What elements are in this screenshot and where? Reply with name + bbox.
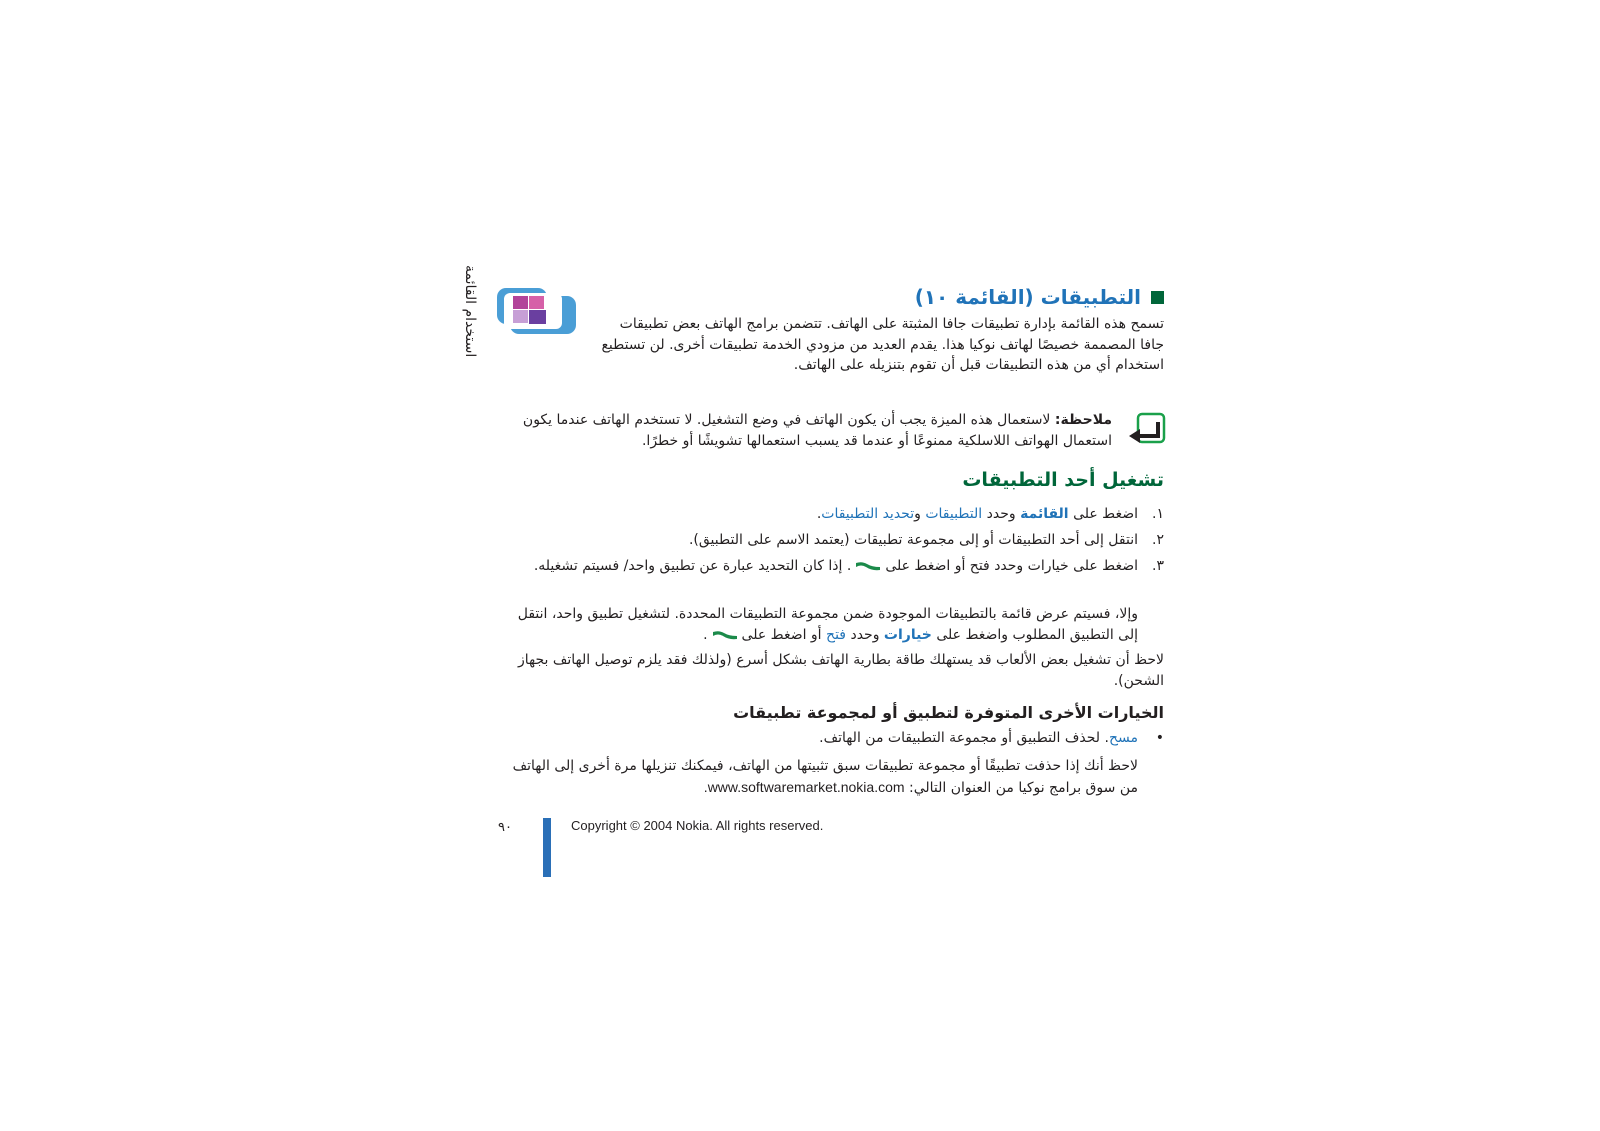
step-3: [490, 555, 1164, 577]
copyright-notice: Copyright © 2004 Nokia. All rights reserved.: [571, 818, 824, 833]
step-text: [490, 555, 1138, 577]
menu-key-label: القائمة: [1020, 506, 1069, 522]
note-text: لاستعمال هذه الميزة يجب أن يكون الهاتف في وضع التشغيل. لا تستخدم الهاتف عندما يكون استعمال الهواتف اللاسلكية ممنوعًا أو عندما قد يسبب استعمالها تشويشًا أو خطرًا.: [522, 412, 1112, 449]
delete-item: [700, 728, 1138, 748]
delete-option-text: . لحذف التطبيق أو مجموعة التطبيقات من الهاتف.: [819, 730, 1109, 746]
delete-option-label: مسح: [1108, 730, 1138, 746]
intro-paragraph: تسمح هذه القائمة بإدارة تطبيقات جافا المثبتة على الهاتف. تتضمن برامج الهاتف بعض تطبيقات جافا المصممة خصيصًا لهاتف نوكيا هذا. يقدم العديد من مزودي الخدمة تطبيقات أخرى. لن تستطيع استخدام أي من هذه التطبيقات قبل أن تقوم بتنزيله على الهاتف.: [601, 316, 1164, 373]
step-text-part: أو اضغط على: [741, 627, 822, 643]
step-1: [490, 503, 1164, 525]
battery-remark: لاحظ أن تشغيل بعض الألعاب قد يستهلك طاقة بطارية الهاتف بشكل أسرع (ولذلك فقد يلزم توصيل الهاتف بجهاز الشحن).: [518, 652, 1164, 689]
run-heading: تشغيل أحد التطبيقات: [962, 469, 1164, 491]
step-text-part: اضغط على: [1073, 506, 1138, 522]
software-market-url: www.softwaremarket.nokia.com.: [703, 779, 905, 795]
apps-windows-icon: [496, 287, 578, 337]
step-text: [490, 503, 1138, 525]
download-remark: [496, 756, 1138, 799]
step-text-part: وحدد: [986, 506, 1016, 522]
section-title: التطبيقات (القائمة ١٠): [914, 285, 1141, 309]
call-key-icon: [854, 560, 882, 572]
step-2: [490, 529, 1164, 551]
options-key-label: خيارات: [883, 627, 932, 643]
page-number: ٩٠: [498, 820, 512, 835]
note-arrow-icon: [1126, 412, 1166, 446]
step-text-part: وإلا، فسيتم عرض قائمة بالتطبيقات الموجودة ضمن مجموعة التطبيقات المحددة. لتشغيل تطبيق واحد، انتقل إلى التطبيق المطلوب واضغط على: [517, 606, 1138, 643]
download-remark-text: لاحظ أنك إذا حذفت تطبيقًا أو مجموعة تطبيقات سبق تثبيتها من الهاتف، فيمكنك تنزيلها مرة أخرى إلى الهاتف من سوق برامج نوكيا من العنوان التالي:: [512, 758, 1138, 796]
step-number: ٢.: [1152, 532, 1164, 548]
step-text: انتقل إلى أحد التطبيقات أو إلى مجموعة تطبيقات (يعتمد الاسم على التطبيق).: [688, 532, 1138, 548]
heading-square-icon: [1151, 291, 1164, 304]
open-option-label: فتح: [826, 627, 846, 643]
call-key-icon: [711, 629, 739, 641]
section-tab: استخدام القائمة: [462, 265, 478, 358]
section-heading: [600, 283, 1164, 311]
step-text-part: و: [914, 506, 921, 522]
bullet: •: [1155, 730, 1164, 746]
step-3-continuation: [496, 604, 1138, 646]
note-paragraph: [496, 410, 1112, 451]
step-text-part: .: [816, 506, 822, 522]
footer-bar: [543, 818, 551, 877]
step-text-part: وحدد: [850, 627, 880, 643]
note-label: ملاحظة:: [1054, 412, 1112, 428]
list-item: [700, 728, 1164, 748]
apps-menu-label: التطبيقات: [925, 506, 983, 522]
step-text-part: . إذا كان التحديد عبارة عن تطبيق واحد/ فسيتم تشغيله.: [533, 558, 852, 574]
step-number: ١.: [1152, 506, 1164, 522]
step-text-part: .: [703, 627, 708, 643]
step-number: ٣.: [1152, 558, 1164, 574]
options-heading: الخيارات الأخرى المتوفرة لتطبيق أو لمجموعة تطبيقات: [733, 703, 1164, 722]
select-app-label: تحديد التطبيقات: [821, 506, 915, 522]
step-text-part: اضغط على خيارات وحدد فتح أو اضغط على: [885, 558, 1138, 574]
